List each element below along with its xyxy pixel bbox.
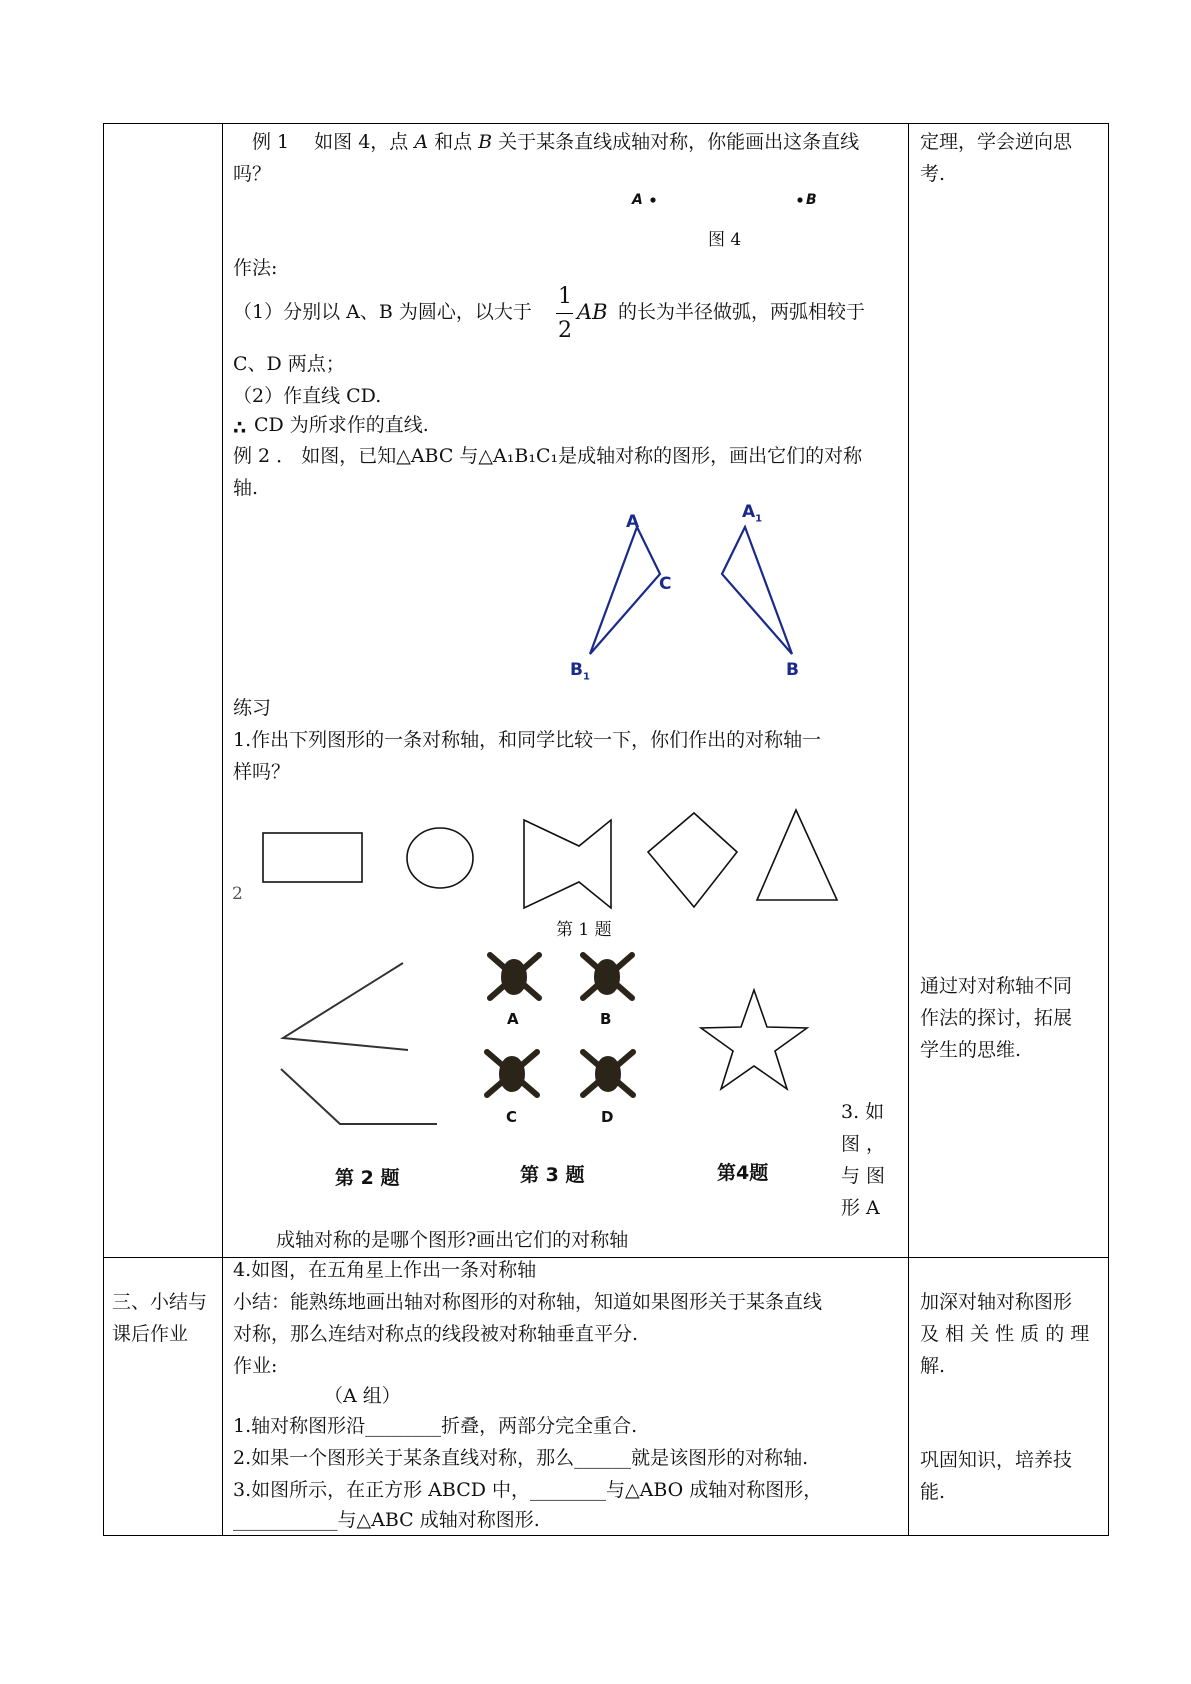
- hw3-line1: 3.如图所示，在正方形 ABCD 中，________与△ABO 成轴对称图形，: [233, 1479, 823, 1501]
- step1-suffix: 的长为半径做弧，两弧相较于: [618, 301, 866, 323]
- label-b1-sub: 1: [582, 671, 590, 683]
- bee-label-d: D: [601, 1108, 614, 1126]
- table-left-border: [103, 123, 104, 1536]
- fig4-dot-a: [650, 197, 655, 202]
- note3-line3: 解.: [920, 1355, 946, 1377]
- therefore-symbol: ∴: [233, 417, 247, 439]
- angle-figure-lower: [281, 1069, 437, 1124]
- example1-point-b: B: [478, 131, 493, 153]
- table-col-divider-1: [222, 123, 223, 1536]
- group-a-label: （A 组）: [324, 1385, 401, 1407]
- note4-line1: 巩固知识，培养技: [920, 1449, 1073, 1471]
- note1-line1: 定理，学会逆向思: [920, 131, 1073, 153]
- summary-line2: 对称，那么连结对称点的线段被对称轴垂直平分.: [233, 1323, 639, 1345]
- q3-continued: 成轴对称的是哪个图形?画出它们的对称轴: [276, 1229, 629, 1251]
- triangle-a1b1c1: [722, 527, 792, 654]
- label-a1-letter: A: [742, 502, 756, 522]
- label-c: C: [659, 574, 672, 594]
- label-a1-sub: 1: [755, 513, 763, 525]
- bee-c: [487, 1052, 537, 1095]
- hw2: 2.如果一个图形关于某条直线对称，那么______就是该图形的对称轴.: [233, 1447, 809, 1469]
- note2-line3: 学生的思维.: [920, 1039, 1022, 1061]
- q3-col-line2: 图 ，: [841, 1133, 886, 1155]
- caption-q2: 第 2 题: [335, 1167, 400, 1189]
- label-a1: [742, 502, 762, 524]
- fig4-dot-b: [797, 197, 802, 202]
- fig4-caption: 图 4: [708, 230, 742, 250]
- example1-suffix: 关于某条直线成轴对称，你能画出这条直线: [492, 131, 860, 153]
- conclusion: CD 为所求作的直线.: [254, 414, 429, 436]
- label-b: B: [786, 660, 799, 680]
- summary-line1: 小结：能熟练地画出轴对称图形的对称轴，知道如果图形关于某条直线: [233, 1291, 823, 1313]
- note2-line2: 作法的探讨，拓展: [920, 1007, 1073, 1029]
- note4-line2: 能.: [920, 1481, 946, 1503]
- bee-label-b: B: [600, 1010, 612, 1028]
- fraction-numerator: 1: [558, 284, 572, 309]
- step1-line2: C、D 两点；: [233, 353, 345, 375]
- bee-d: [583, 1052, 633, 1095]
- table-top-border: [103, 123, 1108, 124]
- caption-q3: 第 3 题: [520, 1164, 585, 1186]
- label-b1: [570, 660, 590, 682]
- example2-line1: 例 2 ． 如图，已知△ABC 与△A₁B₁C₁是成轴对称的图形，画出它们的对称: [233, 445, 863, 467]
- note3-line2: 及 相 关 性 质 的 理: [920, 1323, 1090, 1345]
- example1-point-a: A: [414, 131, 429, 153]
- q3-col-line1: 3. 如: [841, 1101, 885, 1123]
- caption-q1: 第 1 题: [556, 920, 612, 940]
- bee-label-c: C: [506, 1108, 518, 1126]
- fraction-bar: [556, 313, 573, 314]
- q3-col-line3: 与 图: [841, 1165, 886, 1187]
- example1-line2: 吗？: [233, 163, 272, 185]
- table-col-divider-2: [908, 123, 909, 1536]
- method-title: 作法:: [233, 257, 278, 279]
- label-a: A: [626, 512, 640, 532]
- label-b1-letter: B: [570, 660, 583, 680]
- fig4-label-a: A: [632, 192, 643, 208]
- example1-line1: [252, 126, 859, 158]
- angle-figure-upper: [283, 963, 408, 1050]
- q3-col-line4: 形 A: [841, 1197, 880, 1219]
- fraction-denominator: 2: [558, 318, 572, 343]
- fraction-variable: AB: [577, 300, 608, 324]
- step1-prefix: （1）分别以 A、B 为圆心，以大于: [233, 301, 532, 323]
- circle-shape: [407, 828, 473, 888]
- homework-title: 作业:: [233, 1355, 278, 1377]
- note1-line2: 考.: [920, 163, 946, 185]
- table-right-border: [1108, 123, 1109, 1536]
- star-shape: [701, 990, 807, 1089]
- example1-mid: 和点: [428, 131, 479, 153]
- q1-line1: 1.作出下列图形的一条对称轴，和同学比较一下，你们作出的对称轴一: [233, 729, 822, 751]
- kite-shape: [648, 813, 737, 907]
- bowtie-shape: [524, 820, 611, 908]
- note3-line1: 加深对轴对称图形: [920, 1291, 1073, 1313]
- bee-b: [583, 955, 632, 998]
- triangle-shape: [757, 810, 837, 900]
- fig4-label-b: B: [806, 192, 817, 208]
- hw1: 1.轴对称图形沿________折叠，两部分完全重合.: [233, 1415, 638, 1437]
- q1-line2: 样吗？: [233, 761, 291, 783]
- caption-q4: 第4题: [717, 1162, 769, 1184]
- practice-title: 练习: [233, 697, 272, 719]
- rectangle-shape: [263, 833, 362, 882]
- step2: （2）作直线 CD.: [233, 385, 382, 407]
- bee-a: [490, 955, 539, 998]
- example1-prefix: 例 1 如图 4，点: [252, 131, 415, 153]
- note2-line1: 通过对对称轴不同: [920, 975, 1073, 997]
- stray-digit: 2: [232, 884, 243, 904]
- section3-label-line2: 课后作业: [112, 1323, 189, 1345]
- q4: 4.如图，在五角星上作出一条对称轴: [233, 1259, 537, 1281]
- triangle-abc: [590, 527, 660, 654]
- example2-line2: 轴.: [233, 477, 259, 499]
- hw3-line2: ___________与△ABC 成轴对称图形.: [233, 1509, 540, 1531]
- bee-label-a: A: [507, 1010, 519, 1028]
- section3-label-line1: 三、小结与: [112, 1291, 208, 1313]
